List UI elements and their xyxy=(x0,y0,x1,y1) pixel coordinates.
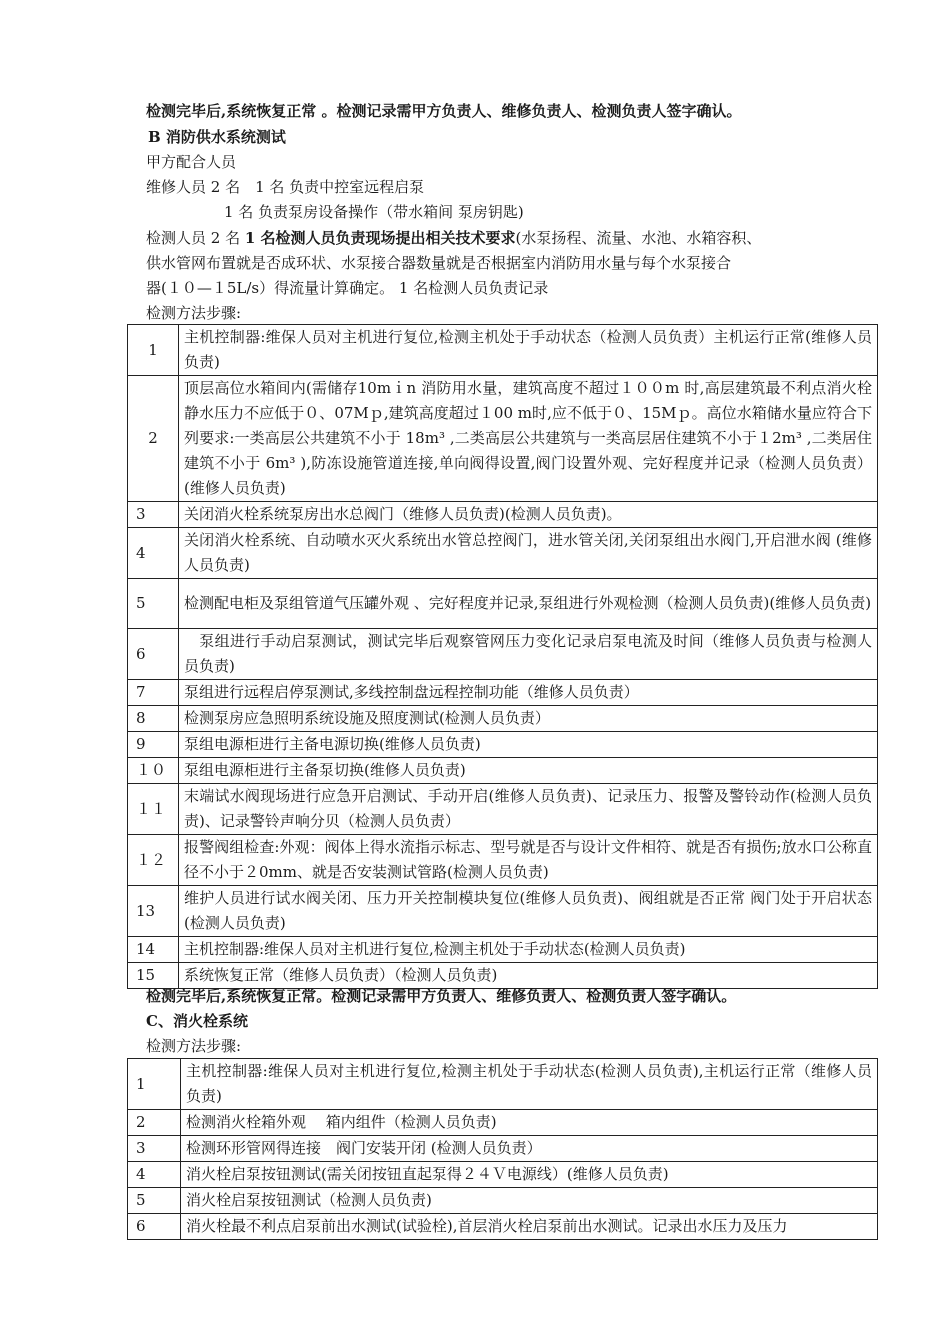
step-number: 1 xyxy=(128,325,179,376)
summary-line-1: 检测完毕后,系统恢复正常 。检测记录需甲方负责人、维修负责人、检测负责人签字确认。 xyxy=(146,102,742,120)
table-row xyxy=(128,1188,878,1214)
step-number: 13 xyxy=(128,886,179,937)
table-row xyxy=(128,579,878,629)
table-row xyxy=(128,629,878,680)
table-row xyxy=(128,835,878,886)
section-c-title: C、消火栓系统 xyxy=(146,1012,248,1030)
step-number: 7 xyxy=(128,680,179,706)
step-number: 5 xyxy=(128,579,179,629)
table-row xyxy=(128,1162,878,1188)
table-row xyxy=(128,1136,878,1162)
inspect-staff-bold: 1 名检测人员负责现场提出相关技术要求 xyxy=(244,229,516,247)
step-number: 6 xyxy=(128,629,179,680)
step-text: 检测环形管网得连接 阀门安装开闭 (检测人员负责） xyxy=(181,1136,878,1162)
step-text: 检测泵房应急照明系统设施及照度测试(检测人员负责） xyxy=(179,706,878,732)
step-text: 顶层高位水箱间内(需储存10mｉn 消防用水量，建筑高度不超过１００m 时,高层建筑最不利点消火栓静水压力不应低于０、07Mｐ,建筑高度超过１00 m时,应不低于０、15Mｐ。高位水箱储水量应符合下列要求:一类高层公共建筑不小于 18m³ ,二类高层公共建筑与一类高层居住建筑不小于１2m³ ,二类居住建筑不小于 6m³ ),防冻设施管道连接,单向阀得设置,阀门设置外观、完好程度并记录（检测人员负责）(维修人员负责) xyxy=(179,376,878,502)
steps-table-b xyxy=(127,324,878,989)
step-number: 4 xyxy=(128,528,179,579)
step-text: 主机控制器:维保人员对主机进行复位,检测主机处于手动状态(检测人员负责),主机运行正常（维修人员负责) xyxy=(181,1059,878,1110)
inspect-staff-line xyxy=(146,228,761,248)
step-text: 关闭消火栓系统泵房出水总阀门（维修人员负责)(检测人员负责)。 xyxy=(179,502,878,528)
step-number: 8 xyxy=(128,706,179,732)
step-number: 4 xyxy=(128,1162,181,1188)
step-text: 主机控制器:维保人员对主机进行复位,检测主机处于手动状态（检测人员负责）主机运行正常(维修人员负责) xyxy=(179,325,878,376)
table-row xyxy=(128,1214,878,1240)
step-text: 主机控制器:维保人员对主机进行复位,检测主机处于手动状态(检测人员负责) xyxy=(179,937,878,963)
table-row xyxy=(128,1110,878,1136)
method-steps-label-c: 检测方法步骤: xyxy=(146,1037,242,1055)
table-row xyxy=(128,502,878,528)
step-number: １０ xyxy=(128,758,179,784)
step-text: 报警阀组检查:外观：阀体上得水流指示标志、型号就是否与设计文件相符、就是否有损伤;放水口公称直径不小于２0mm、就是否安装测试管路(检测人员负责) xyxy=(179,835,878,886)
table-row xyxy=(128,732,878,758)
step-text: 消火栓启泵按钮测试（检测人员负责) xyxy=(181,1188,878,1214)
step-text: 检测消火栓箱外观 箱内组件（检测人员负责) xyxy=(181,1110,878,1136)
summary-line-2: 检测完毕后,系统恢复正常。检测记录需甲方负责人、维修负责人、检测负责人签字确认。 xyxy=(146,987,737,1005)
step-text: 关闭消火栓系统、自动喷水灭火系统出水管总控阀门，进水管关闭,关闭泵组出水阀门,开启泄水阀 (维修人员负责) xyxy=(179,528,878,579)
step-number: 3 xyxy=(128,502,179,528)
section-b-title: B 消防供水系统测试 xyxy=(148,128,286,146)
inspect-staff-suffix: (水泵扬程、流量、水池、水箱容积、 xyxy=(515,229,762,247)
step-text: 泵组进行远程启停泵测试,多线控制盘远程控制功能（维修人员负责） xyxy=(179,680,878,706)
step-text: 末端试水阀现场进行应急开启测试、手动开启(维修人员负责)、记录压力、报警及警铃动作(检测人员负责)、记录警铃声响分贝（检测人员负责） xyxy=(179,784,878,835)
step-text: 泵组电源柜进行主备泵切换(维修人员负责) xyxy=(179,758,878,784)
step-number: 3 xyxy=(128,1136,181,1162)
method-steps-label-b: 检测方法步骤: xyxy=(146,304,242,322)
table-row xyxy=(128,784,878,835)
table-row xyxy=(128,963,878,989)
table-row xyxy=(128,528,878,579)
step-number: １２ xyxy=(128,835,179,886)
table-row xyxy=(128,758,878,784)
step-number: 15 xyxy=(128,963,179,989)
step-text: 泵组电源柜进行主备电源切换(维修人员负责) xyxy=(179,732,878,758)
step-number: １１ xyxy=(128,784,179,835)
step-text: 维护人员进行试水阀关闭、压力开关控制模块复位(维修人员负责)、阀组就是否正常 阀门处于开启状态(检测人员负责) xyxy=(179,886,878,937)
step-text: 消火栓启泵按钮测试(需关闭按钮直起泵得２４Ｖ电源线）(维修人员负责) xyxy=(181,1162,878,1188)
step-text: 消火栓最不利点启泵前出水测试(试验栓),首层消火栓启泵前出水测试。记录出水压力及压力 xyxy=(181,1214,878,1240)
table-row xyxy=(128,1059,878,1110)
maintenance-staff-line-2: 1 名 负责泵房设备操作（带水箱间 泵房钥匙) xyxy=(224,203,524,221)
step-text: 检测配电柜及泵组管道气压罐外观 、完好程度并记录,泵组进行外观检测（检测人员负责)(维修人员负责) xyxy=(179,579,878,629)
step-number: 9 xyxy=(128,732,179,758)
step-number: 5 xyxy=(128,1188,181,1214)
inspect-staff-prefix: 检测人员 2 名 xyxy=(146,229,245,247)
step-number: 14 xyxy=(128,937,179,963)
step-number: 6 xyxy=(128,1214,181,1240)
maintenance-staff-line: 维修人员 2 名 1 名 负责中控室远程启泵 xyxy=(146,178,425,196)
table-row xyxy=(128,937,878,963)
step-number: 1 xyxy=(128,1059,181,1110)
step-number: 2 xyxy=(128,1110,181,1136)
step-text: 泵组进行手动启泵测试，测试完毕后观察管网压力变化记录启泵电流及时间（维修人员负责与检测人员负责) xyxy=(179,629,878,680)
table-row xyxy=(128,886,878,937)
table-row xyxy=(128,706,878,732)
step-text: 系统恢复正常（维修人员负责）（检测人员负责) xyxy=(179,963,878,989)
table-row xyxy=(128,376,878,502)
inspect-staff-line-3: 器(１０—１5L/s）得流量计算确定。 1 名检测人员负责记录 xyxy=(146,279,549,297)
table-row xyxy=(128,680,878,706)
table-row xyxy=(128,325,878,376)
steps-table-c xyxy=(127,1058,878,1240)
inspect-staff-line-2: 供水管网布置就是否成环状、水泵接合器数量就是否根据室内消防用水量与每个水泵接合 xyxy=(146,254,732,272)
step-number: 2 xyxy=(128,376,179,502)
party-a-line: 甲方配合人员 xyxy=(146,153,237,171)
